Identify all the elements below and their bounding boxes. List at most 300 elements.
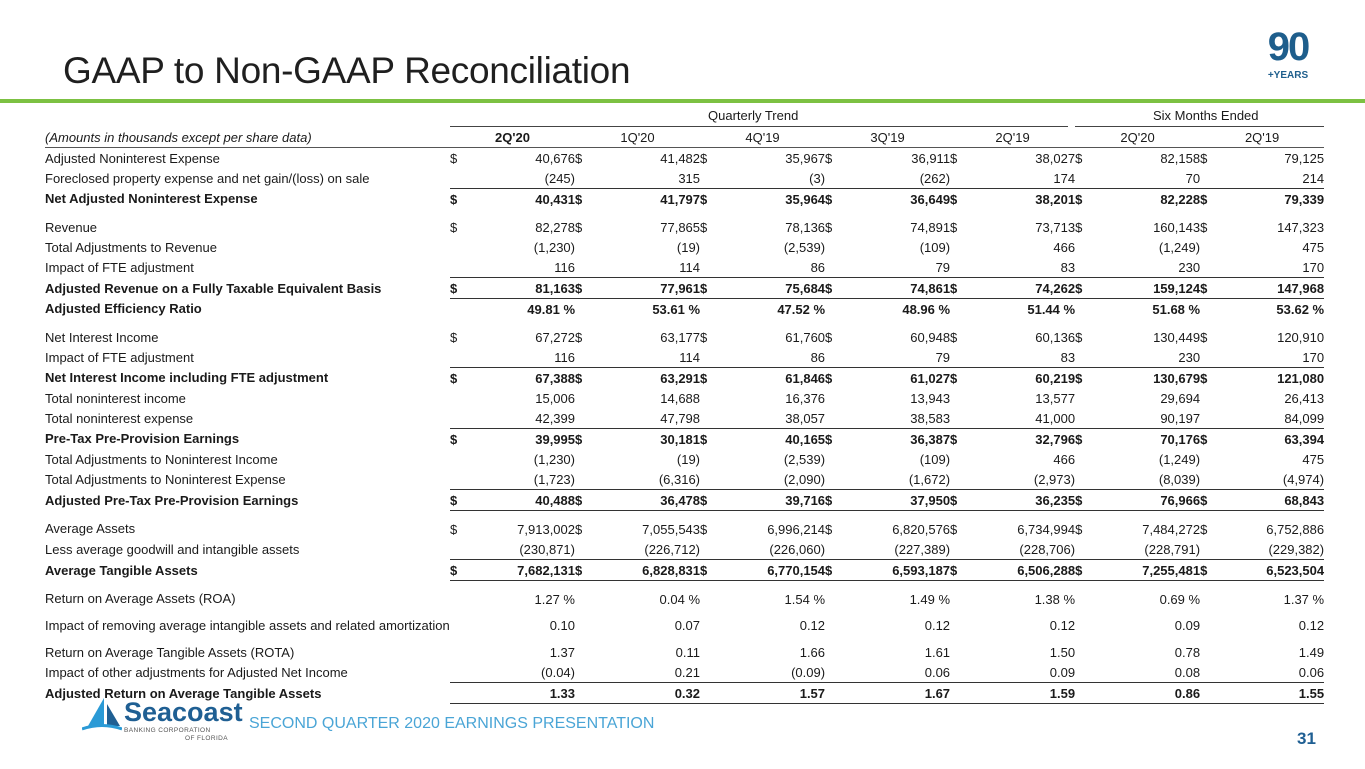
cell-value: 1.37 (549, 644, 575, 660)
cell-value: (19) (676, 239, 701, 255)
cell-value: 1.61 (924, 644, 951, 660)
cell-value: 0.12 (1298, 618, 1325, 633)
cell-value: 130,679 (1097, 368, 1200, 389)
currency-symbol: $ (1200, 368, 1222, 389)
currency-symbol: $ (575, 368, 597, 389)
currency-symbol: $ (700, 429, 722, 450)
currency-symbol: $ (1200, 560, 1222, 581)
currency-symbol (575, 581, 597, 610)
currency-symbol (950, 388, 972, 408)
table-row (45, 347, 1324, 368)
row-label: Adjusted Noninterest Expense (45, 150, 220, 166)
currency-symbol: $ (700, 368, 722, 389)
cell-value: 0.32 (597, 683, 700, 704)
cell-value: (2,539) (783, 239, 826, 255)
cell-value: 36,911 (911, 150, 951, 166)
currency-symbol (1200, 539, 1222, 560)
cell-value: 6,593,187 (847, 560, 950, 581)
cell-value: 0.06 (924, 664, 951, 680)
currency-symbol: $ (950, 521, 958, 537)
table-row (45, 237, 1324, 257)
cell-value: (2,973) (1033, 471, 1076, 487)
currency-symbol (1200, 388, 1222, 408)
currency-symbol (825, 469, 847, 490)
currency-symbol: $ (1075, 150, 1083, 166)
currency-symbol (950, 449, 972, 469)
cell-value: 83 (1060, 259, 1076, 275)
cell-value: 36,235 (972, 490, 1075, 511)
currency-symbol (450, 347, 472, 368)
currency-symbol (450, 299, 472, 320)
currency-symbol (700, 449, 722, 469)
row-label: Average Assets (45, 521, 136, 537)
currency-symbol: $ (825, 150, 833, 166)
row-label: Total noninterest income (45, 390, 186, 406)
seacoast-logo (82, 694, 243, 746)
table-row (45, 299, 1324, 320)
currency-symbol: $ (1075, 560, 1097, 581)
cell-value: 1.66 (799, 644, 826, 660)
currency-symbol: $ (950, 429, 972, 450)
cell-value: 60,219 (972, 368, 1075, 389)
currency-symbol: $ (450, 150, 458, 166)
cell-value: 6,996,214 (767, 521, 826, 537)
logo-subtitle-line2: OF FLORIDA (184, 735, 228, 742)
cell-value: (230,871) (519, 541, 575, 557)
currency-symbol (1075, 609, 1097, 642)
currency-symbol (700, 662, 722, 683)
cell-value: 41,000 (1035, 410, 1076, 426)
cell-value: 79,339 (1222, 189, 1324, 210)
footer-presentation-title: SECOND QUARTER 2020 EARNINGS PRESENTATION (249, 715, 655, 732)
table-header-row (45, 128, 1324, 148)
currency-symbol (575, 237, 597, 257)
currency-symbol (1200, 299, 1222, 320)
badge-label: +YEARS (1267, 70, 1309, 81)
currency-symbol (1075, 408, 1097, 429)
row-label: Total Adjustments to Noninterest Income (45, 451, 278, 467)
currency-symbol: $ (450, 429, 472, 450)
currency-symbol: $ (575, 521, 583, 537)
currency-symbol: $ (575, 189, 597, 210)
currency-symbol: $ (1075, 429, 1097, 450)
cell-value: (226,060) (769, 541, 826, 557)
table-row (45, 429, 1324, 450)
cell-value: 130,449 (1153, 329, 1201, 345)
table-row (45, 609, 1324, 642)
row-label: Average Tangible Assets (45, 562, 198, 578)
currency-symbol (450, 683, 472, 704)
currency-symbol: $ (450, 368, 472, 389)
currency-symbol (575, 609, 597, 642)
cell-value: 73,713 (1035, 219, 1076, 235)
cell-value: 114 (679, 259, 701, 275)
row-label: Net Interest Income including FTE adjustment (45, 370, 329, 386)
cell-value: 86 (810, 259, 826, 275)
currency-symbol (950, 299, 972, 320)
currency-symbol: $ (575, 329, 583, 345)
cell-value: 67,388 (472, 368, 575, 389)
table-row (45, 388, 1324, 408)
cell-value: 0.78 (1174, 644, 1201, 660)
cell-value: 70 (1185, 170, 1201, 186)
cell-value: 83 (1060, 349, 1076, 365)
currency-symbol: $ (1075, 219, 1083, 235)
currency-symbol: $ (1075, 368, 1097, 389)
row-label: Impact of FTE adjustment (45, 259, 194, 275)
currency-symbol: $ (825, 429, 847, 450)
currency-symbol: $ (575, 429, 597, 450)
row-label: Adjusted Pre-Tax Pre-Provision Earnings (45, 492, 299, 508)
currency-symbol: $ (575, 490, 597, 511)
cell-value: 0.08 (1174, 664, 1201, 680)
cell-value: 47.52 % (777, 301, 826, 317)
cell-value: 79,125 (1284, 150, 1325, 166)
currency-symbol (825, 388, 847, 408)
row-label: Foreclosed property expense and net gain/(loss) on sale (45, 170, 370, 186)
currency-symbol (1075, 539, 1097, 560)
table-row (45, 278, 1324, 299)
cell-value: 68,843 (1222, 490, 1324, 511)
cell-value: 63,177 (660, 329, 701, 345)
cell-value: (1,723) (533, 471, 575, 487)
currency-symbol (450, 408, 472, 429)
cell-value: 74,262 (972, 278, 1075, 299)
currency-symbol: $ (825, 219, 833, 235)
currency-symbol (825, 642, 847, 662)
currency-symbol: $ (1200, 278, 1222, 299)
currency-symbol (1200, 347, 1222, 368)
page-title: GAAP to Non-GAAP Reconciliation (63, 50, 631, 91)
row-label: Total noninterest expense (45, 410, 194, 426)
cell-value: (228,706) (1019, 541, 1076, 557)
currency-symbol (1200, 683, 1222, 704)
cell-value: 36,649 (847, 189, 950, 210)
currency-symbol: $ (450, 329, 458, 345)
cell-value: 47,798 (660, 410, 701, 426)
currency-symbol (1200, 168, 1222, 189)
currency-symbol (825, 408, 847, 429)
cell-value: 1.59 (972, 683, 1075, 704)
currency-symbol: $ (825, 521, 833, 537)
cell-value: 116 (554, 349, 575, 365)
currency-symbol: $ (450, 278, 472, 299)
cell-value: (1,230) (533, 239, 575, 255)
cell-value: 6,734,994 (1017, 521, 1076, 537)
cell-value: 315 (678, 170, 701, 186)
cell-value: 61,846 (722, 368, 825, 389)
row-label: Adjusted Efficiency Ratio (45, 301, 202, 317)
cell-value: 39,995 (472, 429, 575, 450)
currency-symbol: $ (950, 368, 972, 389)
cell-value: (1,249) (1158, 451, 1201, 467)
cell-value: 75,684 (722, 278, 825, 299)
cell-value: 7,255,481 (1097, 560, 1200, 581)
cell-value: 84,099 (1284, 410, 1325, 426)
cell-value: 79 (935, 259, 951, 275)
currency-symbol (575, 168, 597, 189)
cell-value: 61,760 (785, 329, 826, 345)
table-row (45, 368, 1324, 389)
cell-value: 38,583 (910, 410, 951, 426)
cell-value: 0.09 (1049, 664, 1076, 680)
cell-value: 1.27 % (534, 591, 575, 607)
cell-value: (228,791) (1144, 541, 1201, 557)
cell-value: 0.09 (1174, 618, 1201, 633)
currency-symbol: $ (950, 329, 958, 345)
table-row (45, 490, 1324, 511)
table-row (45, 257, 1324, 278)
cell-value: 466 (1053, 451, 1076, 467)
cell-value: 6,828,831 (597, 560, 700, 581)
cell-value: (6,316) (658, 471, 701, 487)
currency-symbol (1200, 449, 1222, 469)
currency-symbol (575, 469, 597, 490)
currency-symbol (450, 581, 472, 610)
cell-value: 1.49 (1298, 644, 1325, 660)
currency-symbol: $ (1200, 521, 1208, 537)
cell-value: (1,230) (533, 451, 575, 467)
currency-symbol (825, 449, 847, 469)
currency-symbol: $ (700, 560, 722, 581)
currency-symbol: $ (575, 219, 583, 235)
cell-value: 86 (810, 349, 826, 365)
cell-value: (8,039) (1158, 471, 1201, 487)
currency-symbol: $ (1075, 521, 1083, 537)
currency-symbol (575, 449, 597, 469)
currency-symbol: $ (825, 560, 847, 581)
cell-value: 7,913,002 (517, 521, 575, 537)
cell-value: (262) (919, 170, 951, 186)
cell-value: 0.07 (674, 618, 701, 633)
table-row (45, 168, 1324, 189)
currency-symbol (825, 662, 847, 683)
cell-value: 41,797 (597, 189, 700, 210)
currency-symbol (450, 168, 472, 189)
column-header-period: 2Q'20 (450, 128, 575, 148)
table-row (45, 189, 1324, 210)
currency-symbol (1200, 642, 1222, 662)
currency-symbol (450, 539, 472, 560)
currency-symbol (950, 642, 972, 662)
quarterly-trend-rule (450, 126, 1068, 127)
cell-value: 466 (1053, 239, 1076, 255)
currency-symbol: $ (950, 278, 972, 299)
cell-value: 147,968 (1222, 278, 1324, 299)
currency-symbol (575, 539, 597, 560)
cell-value: 79 (935, 349, 951, 365)
cell-value: 0.12 (924, 618, 951, 633)
currency-symbol: $ (1200, 189, 1222, 210)
cell-value: 0.21 (674, 664, 701, 680)
cell-value: 40,431 (472, 189, 575, 210)
currency-symbol (825, 539, 847, 560)
cell-value: 82,228 (1097, 189, 1200, 210)
column-header-period: 2Q'19 (950, 128, 1075, 148)
row-label: Pre-Tax Pre-Provision Earnings (45, 431, 240, 447)
cell-value: 159,124 (1097, 278, 1200, 299)
page-number: 31 (1297, 729, 1316, 748)
currency-symbol (450, 449, 472, 469)
cell-value: 40,488 (472, 490, 575, 511)
row-label: Total Adjustments to Noninterest Expense (45, 471, 286, 487)
currency-symbol: $ (825, 490, 847, 511)
currency-symbol (1075, 388, 1097, 408)
currency-symbol (950, 257, 972, 278)
currency-symbol (450, 642, 472, 662)
cell-value: 48.96 % (902, 301, 951, 317)
cell-value: 116 (554, 259, 575, 275)
currency-symbol: $ (1075, 189, 1097, 210)
currency-symbol (825, 168, 847, 189)
currency-symbol (825, 347, 847, 368)
cell-value: 39,716 (722, 490, 825, 511)
title-divider (0, 99, 1365, 103)
cell-value: 13,577 (1035, 390, 1076, 406)
currency-symbol (1075, 642, 1097, 662)
currency-symbol (1075, 168, 1097, 189)
table-row (45, 511, 1324, 540)
cell-value: 30,181 (597, 429, 700, 450)
row-label: Impact of FTE adjustment (45, 349, 194, 365)
currency-symbol (575, 299, 597, 320)
table-row (45, 148, 1324, 169)
cell-value: 29,694 (1160, 390, 1201, 406)
cell-value: 0.12 (1049, 618, 1076, 633)
column-header-label: (Amounts in thousands except per share data) (45, 128, 450, 148)
currency-symbol (575, 257, 597, 278)
currency-symbol: $ (950, 150, 958, 166)
currency-symbol (1075, 449, 1097, 469)
cell-value: (226,712) (644, 541, 701, 557)
currency-symbol (1200, 662, 1222, 683)
currency-symbol: $ (825, 189, 847, 210)
cell-value: 0.10 (549, 618, 575, 633)
cell-value: 7,484,272 (1142, 521, 1201, 537)
cell-value: (109) (919, 451, 951, 467)
currency-symbol (700, 581, 722, 610)
cell-value: 6,523,504 (1222, 560, 1324, 581)
currency-symbol: $ (1200, 429, 1222, 450)
row-label: Total Adjustments to Revenue (45, 239, 217, 255)
currency-symbol (575, 347, 597, 368)
cell-value: 7,055,543 (642, 521, 701, 537)
logo-subtitle-line1: BANKING CORPORATION (124, 727, 211, 734)
table-row (45, 581, 1324, 610)
currency-symbol (825, 581, 847, 610)
cell-value: 1.67 (847, 683, 950, 704)
cell-value: 174 (1053, 170, 1076, 186)
cell-value: (19) (676, 451, 701, 467)
currency-symbol (575, 683, 597, 704)
cell-value: (227,389) (894, 541, 951, 557)
logo-wordmark: Seacoast (124, 697, 243, 727)
currency-symbol (825, 683, 847, 704)
currency-symbol (700, 347, 722, 368)
cell-value: 230 (1178, 259, 1201, 275)
currency-symbol (575, 388, 597, 408)
cell-value: 1.33 (472, 683, 575, 704)
currency-symbol (1200, 469, 1222, 490)
currency-symbol: $ (575, 560, 597, 581)
currency-symbol: $ (575, 150, 583, 166)
row-label: Impact of other adjustments for Adjusted Net Income (45, 664, 348, 680)
cell-value: 121,080 (1222, 368, 1324, 389)
currency-symbol: $ (825, 329, 833, 345)
currency-symbol: $ (950, 560, 972, 581)
currency-symbol: $ (450, 560, 472, 581)
currency-symbol: $ (700, 521, 708, 537)
row-label: Return on Average Tangible Assets (ROTA) (45, 644, 295, 660)
cell-value: 63,291 (597, 368, 700, 389)
currency-symbol: $ (1075, 490, 1097, 511)
currency-symbol (1200, 237, 1222, 257)
cell-value: 77,865 (660, 219, 701, 235)
cell-value: 61,027 (847, 368, 950, 389)
cell-value: 38,201 (972, 189, 1075, 210)
six-months-rule (1075, 126, 1324, 127)
cell-value: 6,770,154 (722, 560, 825, 581)
cell-value: 36,478 (597, 490, 700, 511)
currency-symbol: $ (575, 278, 597, 299)
currency-symbol (1075, 683, 1097, 704)
currency-symbol (950, 662, 972, 683)
cell-value: 170 (1302, 259, 1325, 275)
cell-value: (0.04) (541, 664, 575, 680)
cell-value: 0.04 % (659, 591, 701, 607)
cell-value: 15,006 (535, 390, 575, 406)
cell-value: 475 (1302, 451, 1325, 467)
currency-symbol (1075, 662, 1097, 683)
currency-symbol (700, 408, 722, 429)
cell-value: 6,506,288 (972, 560, 1075, 581)
row-label: Net Adjusted Noninterest Expense (45, 191, 258, 207)
currency-symbol (1075, 469, 1097, 490)
anniversary-badge (1262, 25, 1314, 81)
currency-symbol (950, 581, 972, 610)
currency-symbol (950, 347, 972, 368)
sail-icon (82, 696, 122, 732)
currency-symbol (1200, 609, 1222, 642)
cell-value: (1,672) (908, 471, 951, 487)
table-row (45, 319, 1324, 347)
currency-symbol (450, 388, 472, 408)
cell-value: 170 (1302, 349, 1325, 365)
currency-symbol (950, 539, 972, 560)
currency-symbol (700, 642, 722, 662)
cell-value: 475 (1302, 239, 1325, 255)
cell-value: 49.81 % (527, 301, 575, 317)
currency-symbol (825, 299, 847, 320)
cell-value: 1.54 % (784, 591, 826, 607)
currency-symbol: $ (950, 490, 972, 511)
currency-symbol (950, 237, 972, 257)
currency-symbol: $ (450, 521, 458, 537)
currency-symbol: $ (700, 219, 708, 235)
currency-symbol (700, 257, 722, 278)
currency-symbol: $ (1200, 150, 1208, 166)
table-row (45, 539, 1324, 560)
cell-value: 13,943 (910, 390, 951, 406)
cell-value: (4,974) (1282, 471, 1325, 487)
currency-symbol (825, 609, 847, 642)
cell-value: 1.50 (1049, 644, 1076, 660)
currency-symbol (1075, 299, 1097, 320)
reconciliation-table (45, 128, 1324, 704)
cell-value: 35,967 (785, 150, 826, 166)
currency-symbol (700, 237, 722, 257)
currency-symbol (1075, 581, 1097, 610)
